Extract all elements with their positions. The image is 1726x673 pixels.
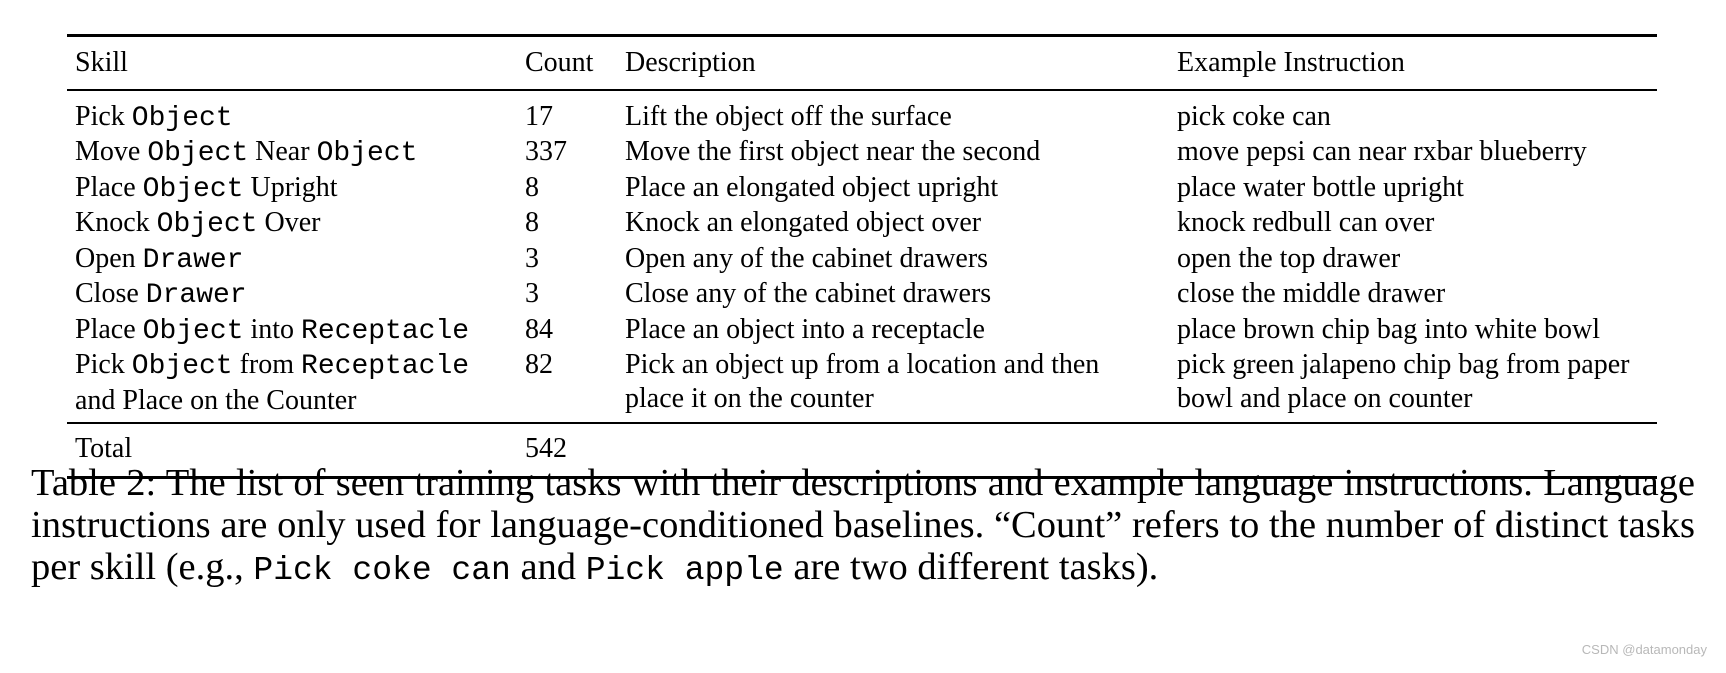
skills-table-container xyxy=(67,34,1657,479)
header-count: Count xyxy=(517,36,617,90)
skill-placeholder: Object xyxy=(156,209,258,240)
watermark: CSDN @datamonday xyxy=(1581,642,1707,657)
skill-text: into xyxy=(243,313,302,345)
skill-text: from xyxy=(232,349,302,380)
example-instruction-cell: place brown chip bag into white bowl xyxy=(1177,313,1601,345)
header-example-instruction: Example Instruction xyxy=(1169,36,1657,90)
table-row xyxy=(67,348,1657,423)
table-row xyxy=(67,90,1657,136)
skill-cell xyxy=(67,313,517,349)
skill-placeholder: Object xyxy=(142,173,244,205)
skill-text: Place xyxy=(75,171,143,203)
table-row xyxy=(67,277,1657,313)
skill-cell xyxy=(67,90,517,136)
skill-text: Over xyxy=(257,207,321,238)
table-row xyxy=(67,206,1657,242)
skill-cell xyxy=(67,135,517,171)
skill-placeholder: Receptacle xyxy=(301,315,470,347)
skill-cell xyxy=(67,242,517,278)
skill-text: Close xyxy=(75,278,146,309)
caption-code-example-2: Pick apple xyxy=(585,552,784,589)
caption-prefix: Table 2: The list of seen training tasks with their descriptions and example language instructions. Language instructions are only used for language-conditioned baselines. “Count” refers to the number of distinct tasks per skill (e.g., xyxy=(31,462,1695,588)
header-description: Description xyxy=(617,36,1169,90)
count-cell: 3 xyxy=(525,278,539,309)
description-cell: Place an elongated object upright xyxy=(625,171,999,203)
skill-placeholder: Object xyxy=(147,138,249,169)
skill-placeholder: Object xyxy=(142,315,244,347)
table-row xyxy=(67,242,1657,278)
count-cell: 337 xyxy=(525,136,567,167)
description-cell: Place an object into a receptacle xyxy=(625,313,985,345)
description-cell: Pick an object up from a location and then place it on the counter xyxy=(625,349,1100,414)
description-cell: Close any of the cabinet drawers xyxy=(625,278,992,309)
example-instruction-cell: place water bottle upright xyxy=(1177,171,1464,203)
skill-text: Move xyxy=(75,136,148,167)
skill-text: and Place on the Counter xyxy=(75,349,477,416)
skill-placeholder: Object xyxy=(316,138,418,169)
skill-text: Near xyxy=(248,136,317,167)
table-row xyxy=(67,313,1657,349)
skill-cell xyxy=(67,277,517,313)
table-row xyxy=(67,135,1657,171)
total-label: Total xyxy=(67,423,517,477)
skill-cell xyxy=(67,206,517,242)
table-body xyxy=(67,90,1657,424)
count-cell: 82 xyxy=(525,349,553,380)
header-skill: Skill xyxy=(67,36,517,90)
skill-cell xyxy=(67,348,517,423)
description-cell: Move the first object near the second xyxy=(625,136,1041,167)
example-instruction-cell: pick coke can xyxy=(1177,100,1331,132)
skill-text: Knock xyxy=(75,207,157,238)
skill-text: Place xyxy=(75,313,143,345)
caption-middle: and xyxy=(510,546,586,588)
skill-placeholder: Drawer xyxy=(142,244,244,276)
caption-code-example-1: Pick coke can xyxy=(253,552,511,589)
skill-text: Pick xyxy=(75,349,132,380)
example-instruction-cell: move pepsi can near rxbar blueberry xyxy=(1177,136,1587,167)
skill-text: Pick xyxy=(75,100,132,132)
skill-placeholder: Drawer xyxy=(145,280,247,311)
count-cell: 3 xyxy=(525,242,539,274)
skill-placeholder: Object xyxy=(131,102,233,134)
total-count: 542 xyxy=(517,423,617,477)
count-cell: 84 xyxy=(525,313,553,345)
skill-placeholder: Receptacle xyxy=(301,351,470,382)
table-header-row xyxy=(67,36,1657,90)
description-cell: Lift the object off the surface xyxy=(625,100,952,132)
example-instruction-cell: knock redbull can over xyxy=(1177,207,1435,238)
count-cell: 8 xyxy=(525,207,539,238)
skill-placeholder: Object xyxy=(131,351,233,382)
table-caption xyxy=(31,462,1695,592)
description-cell: Knock an elongated object over xyxy=(625,207,982,238)
table-row xyxy=(67,171,1657,207)
count-cell: 17 xyxy=(525,100,553,132)
description-cell: Open any of the cabinet drawers xyxy=(625,242,989,274)
example-instruction-cell: close the middle drawer xyxy=(1177,278,1446,309)
example-instruction-cell: pick green jalapeno chip bag from paper bowl and place on counter xyxy=(1177,349,1630,414)
example-instruction-cell: open the top drawer xyxy=(1177,242,1401,274)
training-tasks-table xyxy=(67,34,1657,479)
caption-suffix: are two different tasks). xyxy=(783,546,1159,588)
count-cell: 8 xyxy=(525,171,539,203)
skill-cell xyxy=(67,171,517,207)
skill-text: Upright xyxy=(243,171,338,203)
skill-text: Open xyxy=(75,242,143,274)
